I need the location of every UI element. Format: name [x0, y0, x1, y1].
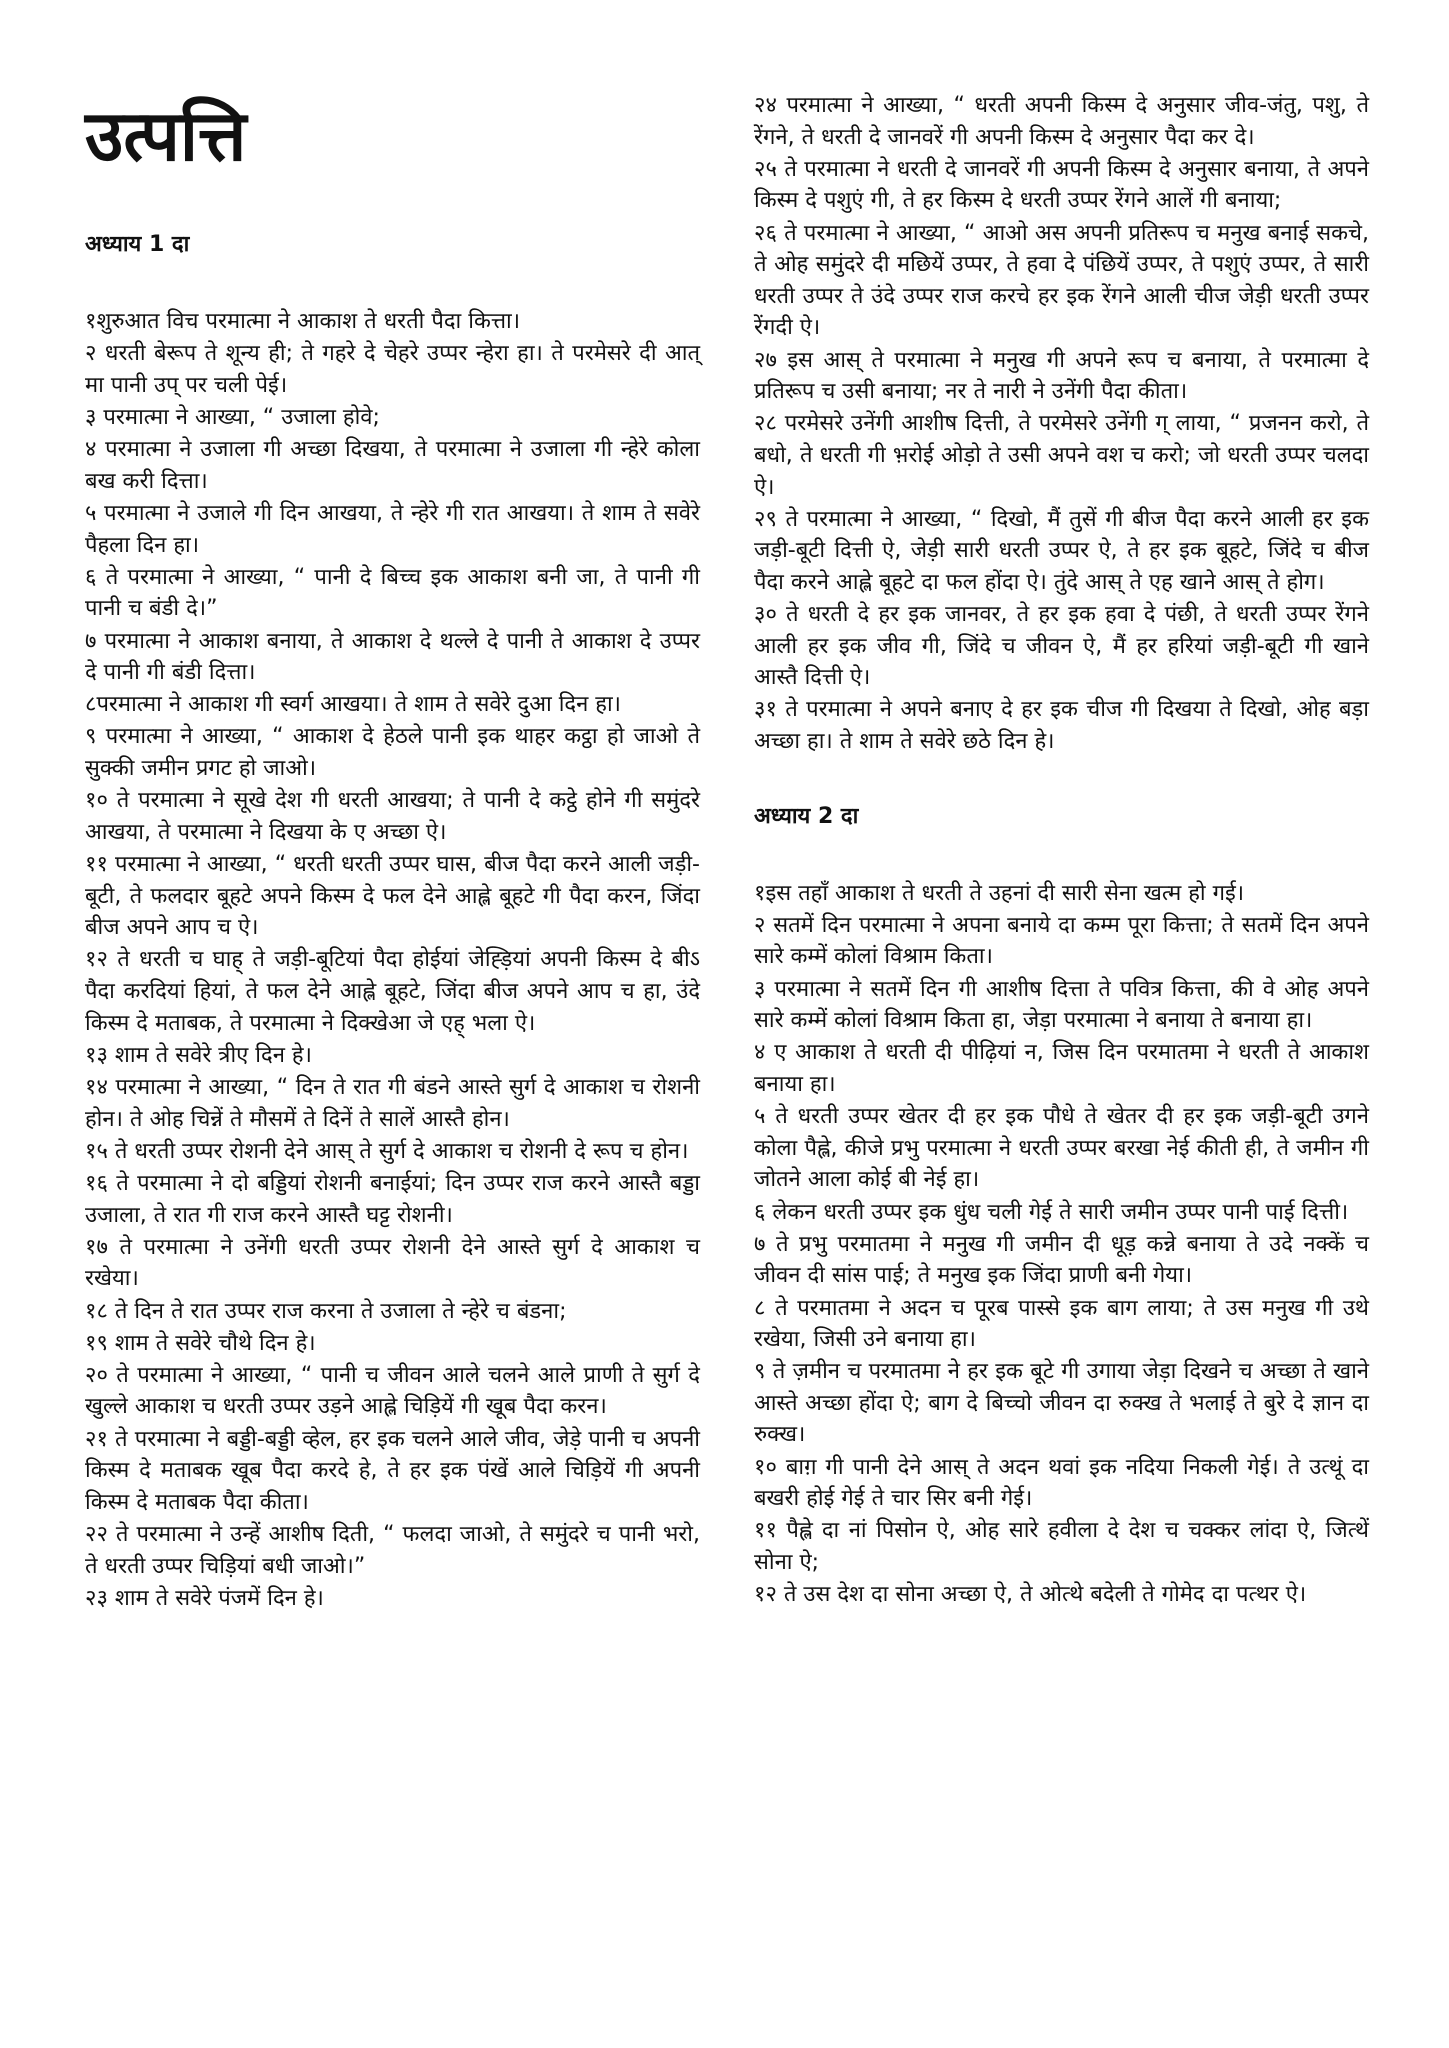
verse: ५ परमात्मा ने उजाले गी दिन आखया, ते न्हेरे गी रात आखया। ते शाम ते सवेरे पैहला दिन हा। — [85, 500, 700, 558]
verse: ३ परमात्मा ने सतमें दिन गी आशीष दित्ता ते पवित्र कित्ता, की वे ओह अपने सारे कम्में कोलां विश्राम किता हा, जेड़ा परमात्मा ने बनाया ते बनाया हा। — [754, 976, 1369, 1034]
verse: ४ परमात्मा ने उजाला गी अच्छा दिखया, ते परमात्मा ने उजाला गी न्हेरे कोला बख करी दित्ता। — [85, 437, 700, 494]
verse: २९ ते परमात्मा ने आख्या, “ दिखो, मैं तुसें गी बीज पैदा करने आली हर इक जड़ी-बूटी दित्ती ऐ, जेड़ी सारी धरती उप्पर ऐ, ते हर इक बूहटे, जिंदे च बीज पैदा करने आह्ले बूहटे दा फल होंदा ऐ। तुंदे आस् ते एह खाने आस् ते होग। — [754, 506, 1369, 595]
verse: १इस तहाँ आकाश ते धरती ते उहनां दी सारी सेना खत्म हो गई। — [754, 880, 1245, 906]
verse: २३ शाम ते सवेरे पंजमें दिन हे। — [85, 1585, 324, 1611]
verse: ३१ ते परमात्मा ने अपने बनाए दे हर इक चीज गी दिखया ते दिखो, ओह बड़ा अच्छा हा। ते शाम ते सवेरे छठे दिन हे। — [754, 697, 1369, 755]
chapter-1-heading: अध्याय 1 दा — [85, 232, 190, 257]
verse: २५ ते परमात्मा ने धरती दे जानवरें गी अपनी किस्म दे अनुसार बनाया, ते अपने किस्म दे पशुएं गी, ते हर किस्म दे धरती उप्पर रेंगने आलें गी बनाया; — [754, 156, 1369, 214]
verse: ९ परमात्मा ने आख्या, “ आकाश दे हेठले पानी इक थाहर कट्ठा हो जाओ ते सुक्की जमीन प्रगट हो जाओ। — [85, 724, 700, 782]
verse: १८ ते दिन ते रात उप्पर राज करना ते उजाला ते न्हेरे च बंडना; — [85, 1298, 567, 1324]
verse: २० ते परमात्मा ने आख्या, “ पानी च जीवन आले चलने आले प्राणी ते सुर्ग दे खुल्ले आकाश च धरती उप्पर उड़ने आह्ले चिड़ियें गी खूब पैदा करन। — [85, 1362, 700, 1420]
verse: १शुरुआत विच परमात्मा ने आकाश ते धरती पैदा कित्ता। — [85, 309, 521, 334]
verse: ३० ते धरती दे हर इक जानवर, ते हर इक हवा दे पंछी, ते धरती उप्पर रेंगने आली हर इक जीव गी, जिंदे च जीवन ऐ, मैं हर हरियां जड़ी-बूटी गी खाने आस्तै दित्ती ऐ। — [754, 602, 1369, 691]
verse: १६ ते परमात्मा ने दो बड्डियां रोशनी बनाईयां; दिन उप्पर राज करने आस्तै बड्डा उजाला, ते रात गी राज करने आस्तै घट्ट रोशनी। — [85, 1170, 700, 1228]
chapter-1-verses-left — [85, 306, 700, 1614]
chapter-2-heading: अध्याय 2 दा — [754, 803, 859, 829]
verse: ८परमात्मा ने आकाश गी स्वर्ग आखया। ते शाम ते सवेरे दुआ दिन हा। — [85, 692, 621, 718]
book-title: उत्पत्ति — [85, 95, 247, 177]
verse: ७ ते प्रभु परमातमा ने मनुख गी जमीन दी धूड़ कन्ने बनाया ते उदे नक्कें च जीवन दी सांस पाई; ते मनुख इक जिंदा प्राणी बनी गेया। — [754, 1231, 1369, 1289]
verse: ११ पैह्ले दा नां पिसोन ऐ, ओह सारे हवीला दे देश च चक्कर लांदा ऐ, जित्थें सोना ऐ; — [754, 1518, 1369, 1576]
chapter-1-verses-right — [754, 90, 1369, 758]
verse: १२ ते उस देश दा सोना अच्छा ऐ, ते ओत्थे बदेली ते गोमेद दा पत्थर ऐ। — [754, 1582, 1307, 1608]
verse: ३ परमात्मा ने आख्या, “ उजाला होवे; — [85, 404, 380, 430]
verse: ४ ए आकाश ते धरती दी पीढ़ियां न, जिस दिन परमातमा ने धरती ते आकाश बनाया हा। — [754, 1040, 1369, 1097]
verse: १३ शाम ते सवेरे त्रीए दिन हे। — [85, 1042, 312, 1068]
verse: १० बाग़ गी पानी देने आस् ते अदन थवां इक नदिया निकली गेई। ते उत्थूं दा बखरी होई गेई ते चार सिर बनी गेई। — [754, 1454, 1369, 1512]
verse: ७ परमात्मा ने आकाश बनाया, ते आकाश दे थल्ले दे पानी ते आकाश दे उप्पर दे पानी गी बंडी दित्ता। — [85, 628, 700, 686]
verse: १२ ते धरती च घाह् ते जड़ी-बूटियां पैदा होईयां जेह्ड़ियां अपनी किस्म दे बीऽ पैदा करदियां हियां, ते फल देने आह्ले बूहटे, जिंदा बीज अपने आप च हा, उंदे किस्म दे मताबक, ते परमात्मा ने दिक्खेआ जे एह् भला ऐ। — [85, 947, 700, 1036]
verse: ५ ते धरती उप्पर खेतर दी हर इक पौधे ते खेतर दी हर इक जड़ी-बूटी उगने कोला पैह्ले, कीजे प्रभु परमात्मा ने धरती उप्पर बरखा नेई कीती ही, ते जमीन गी जोतने आला कोई बी नेई हा। — [754, 1104, 1369, 1193]
verse: १७ ते परमात्मा ने उनेंगी धरती उप्पर रोशनी देने आस्ते सुर्ग दे आकाश च रखेया। — [85, 1234, 700, 1292]
verse: २७ इस आस् ते परमात्मा ने मनुख गी अपने रूप च बनाया, ते परमात्मा दे प्रतिरूप च उसी बनाया; नर ते नारी ने उनेंगी पैदा कीता। — [754, 347, 1369, 405]
verse: २ धरती बेरूप ते शून्य ही; ते गहरे दे चेहरे उप्पर न्हेरा हा। ते परमेसरे दी आत् मा पानी उप् पर चली पेई। — [85, 341, 700, 398]
verse: २८ परमेसरे उनेंगी आशीष दित्ती, ते परमेसरे उनेंगी ग् लाया, “ प्रजनन करो, ते बधो, ते धरती गी भ़रोई ओड़ो ते उसी अपने वश च करो; जो धरती उप्पर चलदा ऐ। — [754, 411, 1369, 500]
verse: २४ परमात्मा ने आख्या, “ धरती अपनी किस्म दे अनुसार जीव-जंतु, पशु, ते रेंगने, ते धरती दे जानवरें गी अपनी किस्म दे अनुसार पैदा कर दे। — [754, 93, 1369, 150]
verse: २६ ते परमात्मा ने आख्या, “ आओ अस अपनी प्रतिरूप च मनुख बनाई सकचे, ते ओह समुंदरे दी मछियें उप्पर, ते हवा दे पंछियें उप्पर, ते पशुएं उप्पर, ते सारी धरती उप्पर ते उंदे उप्पर राज करचे हर इक रेंगने आली चीज जेड़ी धरती उप्पर रेंगदी ऐ। — [754, 220, 1369, 341]
verse: २२ ते परमात्मा ने उन्हें आशीष दिती, “ फलदा जाओ, ते समुंदरे च पानी भरो, ते धरती उप्पर चिड़ियां बधी जाओ।” — [85, 1522, 700, 1579]
verse: ६ ते परमात्मा ने आख्या, “ पानी दे बिच्च इक आकाश बनी जा, ते पानी गी पानी च बंडी दे।” — [85, 564, 700, 622]
verse: ६ लेकन धरती उप्पर इक धुंध चली गेई ते सारी जमीन उप्पर पानी पाई दित्ती। — [754, 1199, 1349, 1225]
left-column — [85, 0, 700, 1615]
right-column — [754, 0, 1369, 1611]
verse: ८ ते परमातमा ने अदन च पूरब पास्से इक बाग लाया; ते उस मनुख गी उथे रखेया, जिसी उने बनाया हा। — [754, 1295, 1369, 1353]
verse: १५ ते धरती उप्पर रोशनी देने आस् ते सुर्ग दे आकाश च रोशनी दे रूप च होन। — [85, 1138, 689, 1164]
verse: ९ ते ज़मीन च परमातमा ने हर इक बूटे गी उगाया जेड़ा दिखने च अच्छा ते खाने आस्ते अच्छा होंदा ऐ; बाग दे बिच्चो जीवन दा रुक्ख ते भलाई ते बुरे दे ज्ञान दा रुक्ख। — [754, 1359, 1369, 1448]
chapter-2-verses — [754, 878, 1369, 1611]
verse: ११ परमात्मा ने आख्या, “ धरती धरती उप्पर घास, बीज पैदा करने आली जड़ी-बूटी, ते फलदार बूहटे अपने किस्म दे फल देने आह्ले बूहटे गी पैदा करन, जिंदा बीज अपने आप च ऐ। — [85, 852, 700, 941]
verse: २१ ते परमात्मा ने बड्डी-बड्डी व्हेल, हर इक चलने आले जीव, जेड़े पानी च अपनी किस्म दे मताबक खूब पैदा करदे हे, ते हर इक पंखें आले चिड़ियें गी अपनी किस्म दे मताबक पैदा कीता। — [85, 1426, 700, 1515]
verse: २ सतमें दिन परमात्मा ने अपना बनाये दा कम्म पूरा कित्ता; ते सतमें दिन अपने सारे कम्में कोलां विश्राम किता। — [754, 912, 1369, 970]
verse: १४ परमात्मा ने आख्या, “ दिन ते रात गी बंडने आस्ते सुर्ग दे आकाश च रोशनी होन। ते ओह चिन्नें ते मौसमें ते दिनें ते सालें आस्तै होन। — [85, 1074, 700, 1132]
verse: १९ शाम ते सवेरे चौथे दिन हे। — [85, 1330, 316, 1356]
verse: १० ते परमात्मा ने सूखे देश गी धरती आखया; ते पानी दे कट्ठे होने गी समुंदरे आखया, ते परमात्मा ने दिखया के ए अच्छा ऐ। — [85, 788, 700, 845]
